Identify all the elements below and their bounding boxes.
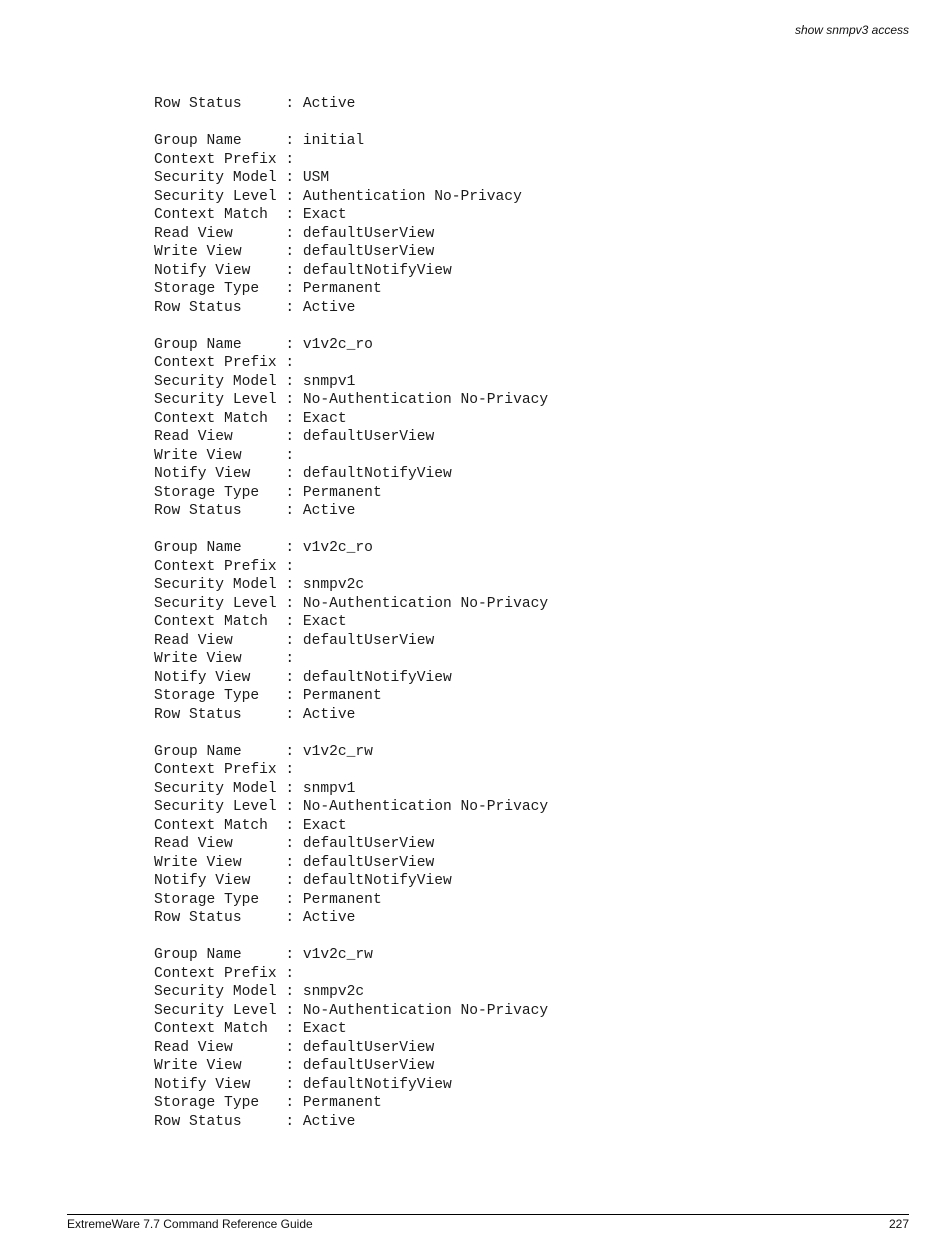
output-line: Read View : defaultUserView [154,836,435,852]
output-line: Row Status : Active [154,503,356,519]
output-line: Security Level : No-Authentication No-Privacy [154,392,549,408]
footer-book-title: ExtremeWare 7.7 Command Reference Guide [67,1217,313,1231]
blank-line [154,724,548,743]
output-line: Notify View : defaultNotifyView [154,262,452,279]
output-line: Security Level : No-Authentication No-Privacy [154,1002,549,1019]
blank-line [154,317,548,336]
output-line: Storage Type : Permanent [154,281,382,297]
output-line: Read View : defaultUserView [154,1039,435,1056]
footer-page-number: 227 [888,1217,909,1231]
output-line: Notify View : defaultNotifyView [154,669,452,686]
output-line: Write View : [154,651,295,667]
output-line: Context Prefix : [154,965,295,982]
output-line: Storage Type : Permanent [154,688,382,704]
output-line: Notify View : defaultNotifyView [154,466,452,482]
output-line: Security Model : snmpv2c [154,984,365,1000]
output-line: Row Status : Active [154,299,356,316]
blank-line [154,928,548,947]
output-line: Read View : defaultUserView [154,225,435,242]
output-line: Security Level : No-Authentication No-Privacy [154,595,549,612]
output-line: Security Model : snmpv1 [154,780,356,797]
output-line: Read View : defaultUserView [154,429,435,445]
output-line: Write View : defaultUserView [154,1058,435,1074]
output-line: Row Status : Active [154,96,356,112]
output-line: Notify View : defaultNotifyView [154,1076,452,1093]
output-line: Context Prefix : [154,355,295,371]
blank-line [154,114,548,133]
output-line: Context Match : Exact [154,1021,347,1037]
output-line: Security Model : snmpv1 [154,373,356,390]
output-line: Write View : defaultUserView [154,244,435,260]
output-line: Context Match : Exact [154,614,347,630]
output-line: Storage Type : Permanent [154,891,382,908]
blank-line [154,521,548,540]
output-line: Context Prefix : [154,762,295,778]
output-line: Context Match : Exact [154,817,347,834]
output-line: Security Model : snmpv2c [154,577,365,593]
output-line: Row Status : Active [154,1113,356,1130]
output-line: Context Match : Exact [154,410,347,427]
output-line: Write View : [154,447,295,464]
output-line: Context Prefix : [154,558,295,575]
output-line: Notify View : defaultNotifyView [154,873,452,889]
output-line: Security Level : No-Authentication No-Privacy [154,799,549,815]
output-line: Row Status : Active [154,910,356,926]
command-output-block [154,95,548,1131]
output-line: Group Name : v1v2c_ro [154,336,373,353]
output-line: Group Name : v1v2c_rw [154,947,373,963]
output-line: Group Name : initial [154,133,365,149]
running-header-title: show snmpv3 access [794,23,909,37]
output-line: Context Prefix : [154,151,295,168]
output-line: Security Model : USM [154,170,330,186]
output-line: Storage Type : Permanent [154,484,382,501]
output-line: Read View : defaultUserView [154,632,435,649]
output-line: Group Name : v1v2c_rw [154,743,373,760]
output-line: Security Level : Authentication No-Privacy [154,188,522,205]
output-line: Context Match : Exact [154,207,347,223]
output-line: Group Name : v1v2c_ro [154,540,373,556]
output-line: Write View : defaultUserView [154,854,435,871]
output-line: Storage Type : Permanent [154,1095,382,1111]
output-line: Row Status : Active [154,706,356,723]
footer-divider [67,1214,909,1215]
